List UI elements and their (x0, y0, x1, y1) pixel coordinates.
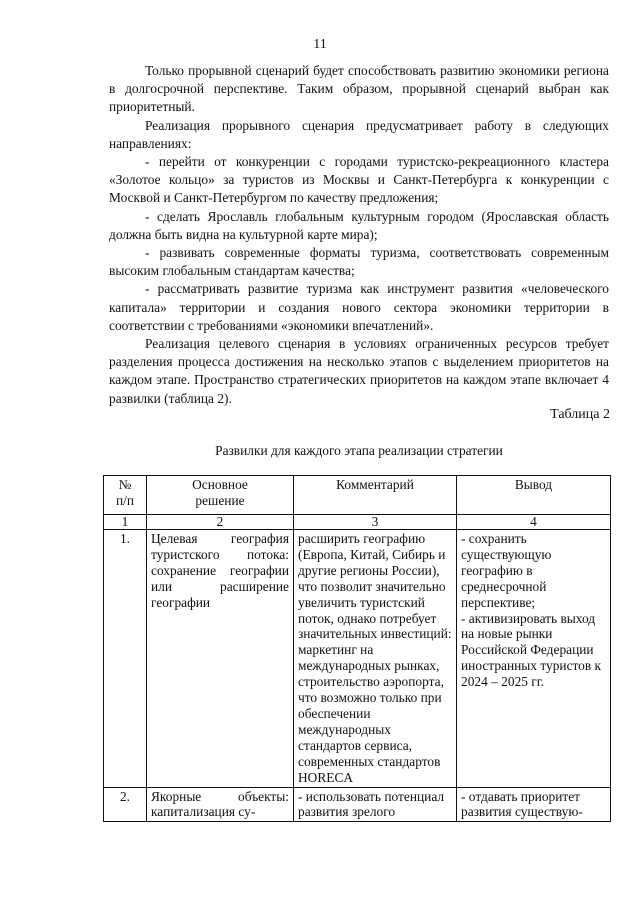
row-number: 2. (104, 787, 147, 822)
header-number-line: п/п (115, 492, 135, 508)
row-comment: расширить географию (Европа, Китай, Сибирь и другие регионы России), что позволит значительно увеличить туристский поток, однако потребует значительных инвестиций: маркетинг на международных рынках, строительство аэропорта, что возможно только при обеспечении международных стандартов сервиса, современных стандартов HORECA (294, 530, 457, 788)
paragraph: Только прорывной сценарий будет способствовать развитию экономики региона в долгосрочной перспективе. Таким образом, прорывной сценарий выбран как приоритетный. (109, 63, 609, 115)
column-number: 3 (294, 515, 457, 530)
table-caption: Развилки для каждого этапа реализации стратегии (215, 443, 503, 458)
list-item: - развивать современные форматы туризма, соответствовать современным высоким глобальным стандартам качества; (109, 245, 609, 279)
paragraph: Реализация целевого сценария в условиях ограниченных ресурсов требует разделения процесса достижения на несколько этапов с выделением приоритетов на каждом этапе. Пространство стратегических приоритетов на каждом этапе включает 4 развилки (таблица 2). (109, 336, 609, 406)
row-conclusion: - отдавать приоритет развития существую- (457, 787, 611, 822)
row-number: 1. (104, 530, 147, 788)
table-label: Таблица 2 (550, 407, 610, 422)
column-number: 2 (147, 515, 294, 530)
header-main-decision-line: решение (195, 492, 245, 508)
header-number-line: № (118, 477, 132, 492)
header-main-decision-line: Основное (192, 477, 248, 492)
list-item: - перейти от конкуренции с городами туристско-рекреационного кластера «Золотое кольцо» за туристов из Москвы и Санкт-Петербурга к конкуренции с Москвой и Санкт-Петербургом по качеству предложения; (109, 154, 609, 206)
column-number: 4 (457, 515, 611, 530)
row-comment: - использовать потенциал развития зрелого (294, 787, 457, 822)
row-main-decision: Целевая география туристского потока: сохранение географии или расширение географии (147, 530, 294, 788)
paragraph: Реализация прорывного сценария предусматривает работу в следующих направлениях: (109, 117, 609, 151)
row-conclusion: - сохранить существующую географию в среднесрочной перспективе; - активизировать выход на новые рынки Российской Федерации иностранных туристов к 2024 – 2025 гг. (457, 530, 611, 788)
header-conclusion: Вывод (457, 476, 611, 515)
table-header-row (104, 476, 611, 515)
row-main-decision: Якорные объекты: капитализация су- (147, 787, 294, 822)
list-item: - рассматривать развитие туризма как инструмент развития «человеческого капитала» территории и создания нового сектора экономики территории в соответствии с требованиями «экономики впечатлений». (109, 281, 609, 333)
body-text (109, 62, 609, 408)
column-number: 1 (104, 515, 147, 530)
table-row (104, 787, 611, 822)
header-number (104, 476, 147, 515)
table-row (104, 530, 611, 788)
header-main-decision (147, 476, 294, 515)
header-comment: Комментарий (294, 476, 457, 515)
list-item: - сделать Ярославль глобальным культурным городом (Ярославская область должна быть видна на культурной карте мира); (109, 208, 609, 242)
strategy-table (103, 475, 611, 822)
page-number: 11 (313, 37, 327, 52)
table-column-numbers-row (104, 515, 611, 530)
